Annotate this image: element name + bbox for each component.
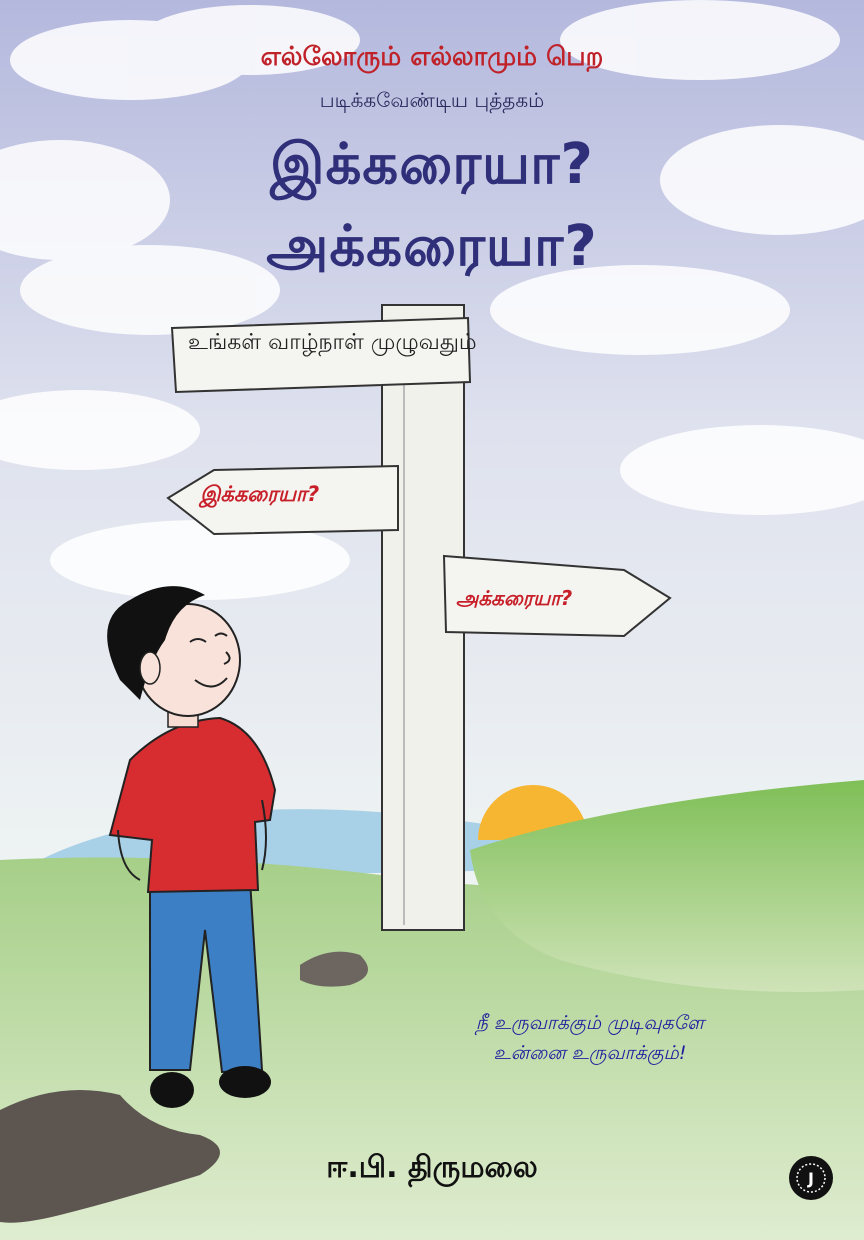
book-subtitle: படிக்கவேண்டிய புத்தகம் xyxy=(319,88,545,112)
publisher-logo-letter: J xyxy=(808,1169,814,1188)
author-name: ஈ.பி. திருமலை xyxy=(326,1150,538,1185)
publisher-logo-icon xyxy=(788,1155,834,1201)
quote-line2: உன்னை உருவாக்கும்! xyxy=(493,1042,687,1064)
sign-right-text: அக்கரையா? xyxy=(456,586,573,610)
sign-top-text: உங்கள் வாழ்நாள் முழுவதும் xyxy=(188,330,477,355)
book-title-line2: அக்கரையா? xyxy=(266,214,598,279)
book-title-line1: இக்கரையா? xyxy=(270,132,594,197)
cover-quote xyxy=(440,1008,740,1068)
book-tagline: எல்லோரும் எல்லாமும் பெற xyxy=(260,42,604,72)
quote-line1: நீ உருவாக்கும் முடிவுகளே xyxy=(475,1012,705,1034)
sign-left-text: இக்கரையா? xyxy=(200,482,320,506)
